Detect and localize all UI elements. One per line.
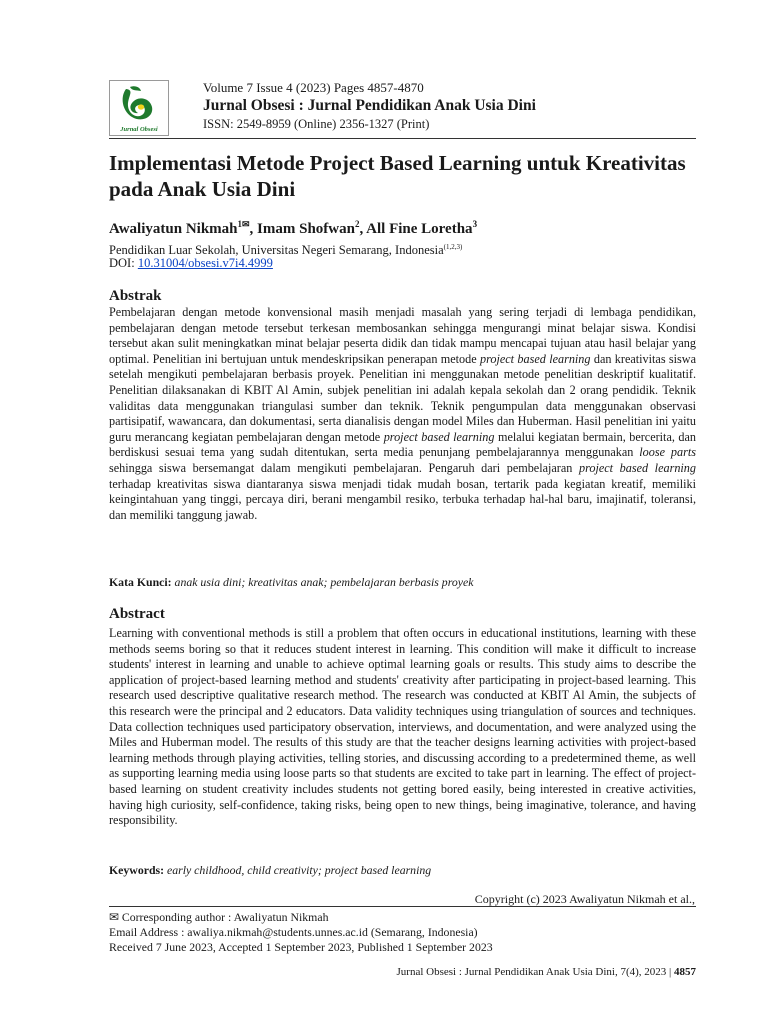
- abstrak-part: sehingga siswa bersemangat dalam mengikuti pembelajaran. Pengaruh dari pembelajaran: [109, 460, 579, 475]
- issn: ISSN: 2549-8959 (Online) 2356-1327 (Print): [203, 117, 430, 131]
- keywords: [109, 863, 696, 878]
- publication-dates: Received 7 June 2023, Accepted 1 September 2023, Published 1 September 2023: [109, 940, 493, 954]
- footer-citation: Jurnal Obsesi : Jurnal Pendidikan Anak Usia Dini, 7(4), 2023: [396, 966, 667, 978]
- kata-kunci-label: Kata Kunci:: [109, 575, 172, 589]
- volume-info: Volume 7 Issue 4 (2023) Pages 4857-4870: [203, 80, 424, 95]
- email-address: Email Address : awaliya.nikmah@students.unnes.ac.id (Semarang, Indonesia): [109, 925, 478, 939]
- author-name: Awaliyatun Nikmah: [109, 221, 238, 237]
- doi-link[interactable]: 10.31004/obsesi.v7i4.4999: [137, 256, 273, 270]
- author-sup: 2: [354, 219, 360, 229]
- journal-header: [203, 79, 536, 133]
- logo-text: Jurnal Obsesi: [120, 126, 158, 133]
- author-separator: ,: [249, 221, 258, 237]
- envelope-icon: ✉: [109, 910, 119, 924]
- kata-kunci-value: anak usia dini; kreativitas anak; pembelajaran berbasis proyek: [171, 575, 474, 589]
- abstrak-part: dan kreativitas siswa setelah mengikuti pembelajaran berbasis proyek. Penelitian ini menggunakan metode penelitian deskriptif kualitatif. Penelitian dilaksanakan di KBIT Al Amin, subjek penelitian ini adalah kepala sekolah dan 2 orang pendidik. Teknik validitas data menggunakan triangulasi sumber dan teknik. Teknik pengumpulan data menggunakan observasi partisipatif, wawancara, dan dokumentasi, serta dianalisis dengan model Miles dan Huberman. Hasil penelitian ini yaitu guru merancang kegiatan pembelajaran dengan metode: [109, 351, 696, 444]
- abstrak-text: [109, 305, 696, 523]
- abstrak-italic: loose parts: [639, 445, 696, 460]
- abstract-heading: Abstract: [109, 606, 165, 622]
- abstrak-heading: Abstrak: [109, 288, 162, 304]
- abstract-text: Learning with conventional methods is still a problem that often occurs in educational institutions, learning with these methods seems boring so that it reduces student interest in learning. This condition will make it difficult to increase students' interest in learning and unable to achieve optimal learning goals or results. This study aims to describe the application of project-based learning method and students' creativity after participating in project-based learning. This research used descriptive qualitative research method. The research was conducted at KBIT Al Amin, the subjects of this research were the principal and 2 educators. Data validity techniques using triangulation of sources and techniques. Data collection techniques used participatory observation, interviews, and documentation, and were analyzed using the Miles and Huberman model. The results of this study are that the teacher designs learning activities with project-based learning methods through playing activities, telling stories, and discussing according to a predetermined theme, as well as supporting learning media using loose parts so that students are excited to take part in learning. The effect of project-based learning on student creativity includes students not getting bored easily, being interested in creative activities, having high curiosity, self-confidence, taking risks, being open to new things, being imaginative, tolerance, and having responsibility.: [109, 626, 696, 828]
- abstrak-italic: project based learning: [578, 460, 696, 475]
- copyright: Copyright (c) 2023 Awaliyatun Nikmah et al.,: [474, 892, 695, 906]
- abstrak-italic: project based learning: [383, 429, 495, 444]
- affiliation-text: Pendidikan Luar Sekolah, Universitas Negeri Semarang, Indonesia: [109, 243, 444, 258]
- paper-title: Implementasi Metode Project Based Learning untuk Kreativitas pada Anak Usia Dini: [109, 151, 686, 201]
- page-number: 4857: [674, 966, 696, 978]
- journal-logo-icon: [109, 80, 169, 136]
- abstrak-part: melalui kegiatan bermain, bercerita, dan berdiskusi sesuai tema yang sudah ditentukan, serta media penunjang pembelajarannya menggunakan: [109, 429, 696, 460]
- author-sup: 1✉: [237, 219, 250, 229]
- page-footer: [397, 966, 696, 978]
- author-separator: ,: [359, 221, 367, 237]
- keywords-value: early childhood, child creativity; project based learning: [164, 863, 432, 877]
- author-name: Imam Shofwan: [257, 221, 355, 237]
- author-name: All Fine Loretha: [366, 221, 473, 237]
- kata-kunci: [109, 575, 696, 590]
- header-divider: [109, 138, 696, 139]
- author-list: [109, 219, 477, 238]
- abstrak-part: Pembelajaran dengan metode konvensional masih menjadi masalah yang sering terjadi di lembaga pendidikan, pembelajaran dengan metode tersebut terkesan membosankan sehingga mengurangi minat belajar siswa. Kondisi tersebut akan sulit meningkatkan minat belajar peserta didik dan tidak mampu mencapai tujuan atau hasil belajar yang optimal. Penelitian ini bertujuan untuk mendeskripsikan penerapan metode: [109, 305, 696, 366]
- doi-label: DOI:: [109, 256, 138, 270]
- footer-separator: |: [666, 966, 674, 978]
- affiliation-sup: (1,2,3): [443, 243, 463, 251]
- abstrak-italic: project based learning: [480, 351, 591, 366]
- abstrak-part: terhadap kreativitas siswa diantaranya siswa menjadi tidak mudah bosan, tertarik pada kegiatan kreatif, memiliki keingintahuan yang tinggi, percaya diri, berani mengambil resiko, terbuka terhadap hal-hal baru, imajinatif, toleransi, dan memiliki tanggung jawab.: [109, 476, 696, 522]
- corresponding-text: Corresponding author : Awaliyatun Nikmah: [118, 910, 329, 924]
- doi-line: [109, 255, 273, 271]
- author-sup: 3: [472, 219, 478, 229]
- keywords-label: Keywords:: [109, 863, 165, 877]
- corresponding-author: [109, 909, 328, 925]
- journal-name: Jurnal Obsesi : Jurnal Pendidikan Anak Usia Dini: [203, 97, 536, 114]
- footnote-divider: [109, 906, 696, 907]
